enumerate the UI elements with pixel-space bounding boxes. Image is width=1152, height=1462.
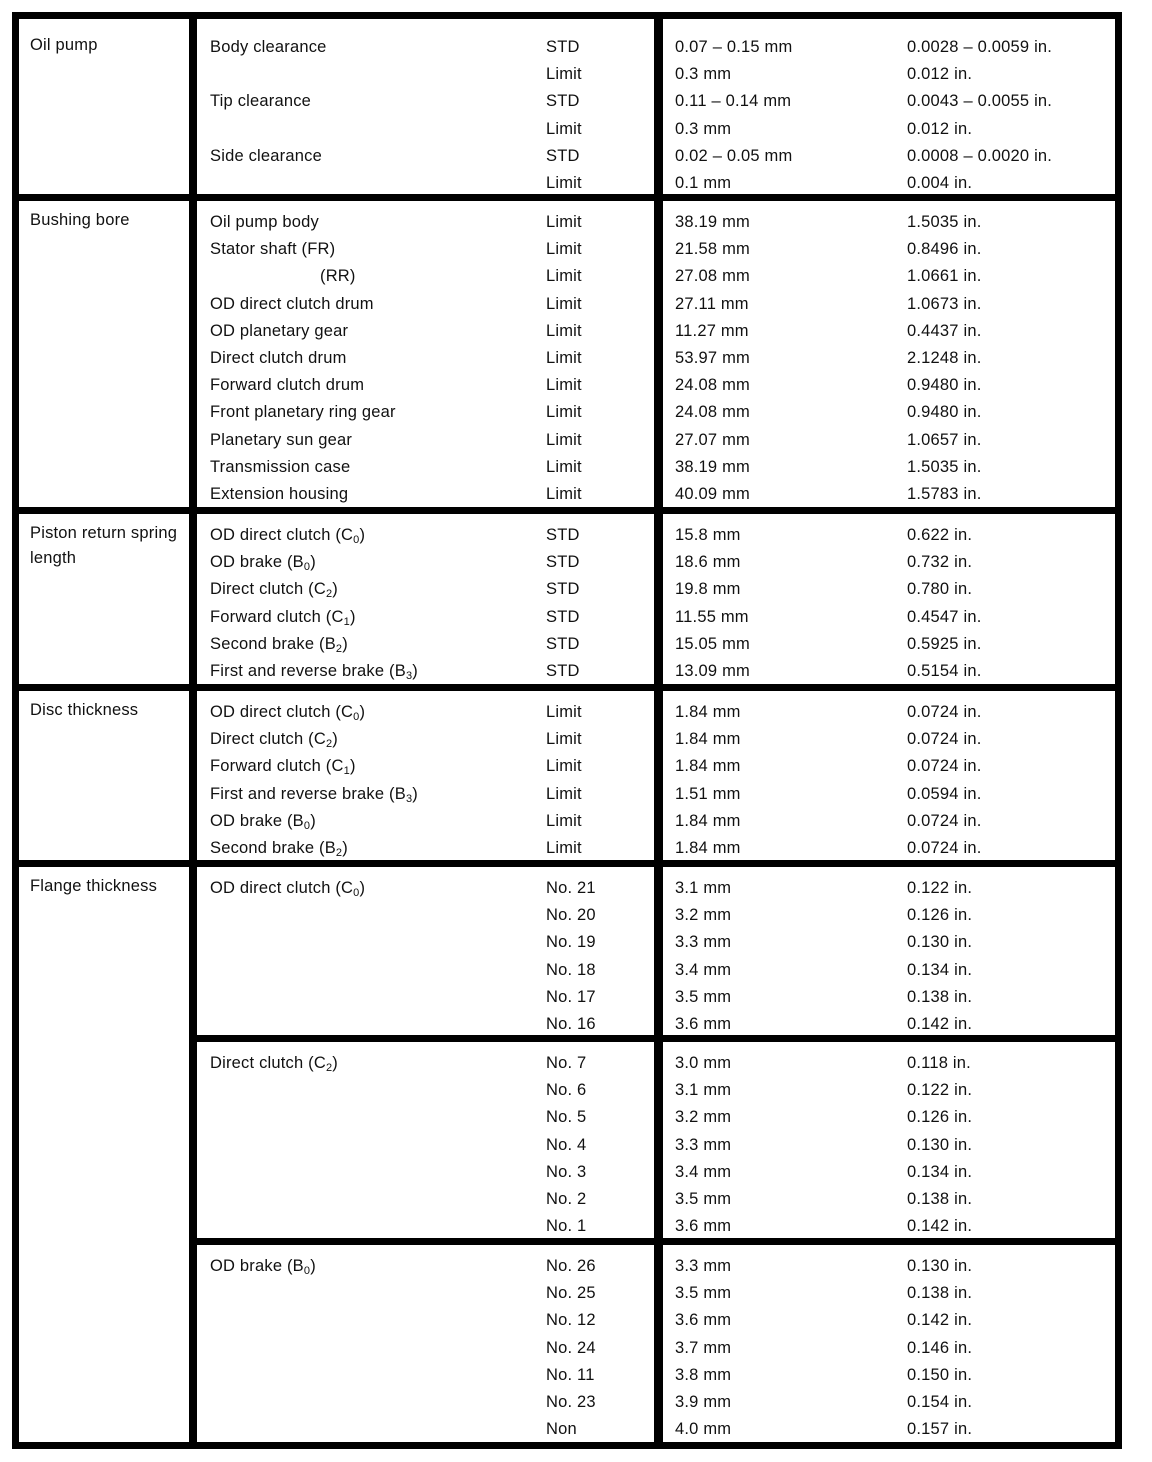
item-label bbox=[210, 37, 327, 57]
item-subscript: 2 bbox=[335, 642, 343, 655]
value-mm: 3.6 mm bbox=[675, 1217, 732, 1236]
item-label bbox=[210, 430, 352, 450]
condition-label: Limit bbox=[546, 119, 582, 138]
condition-label: Limit bbox=[546, 349, 582, 367]
value-mm: 3.5 mm bbox=[675, 1190, 732, 1208]
item-label bbox=[210, 375, 364, 395]
item-subscript: 2 bbox=[335, 847, 343, 859]
value-inch: 0.126 in. bbox=[907, 1108, 973, 1127]
item-label bbox=[210, 634, 348, 654]
value-mm: 1.84 mm bbox=[675, 811, 741, 830]
item-text-tail: ) bbox=[349, 607, 356, 626]
value-mm: 1.84 mm bbox=[675, 839, 741, 857]
item-text: Second brake (B bbox=[210, 839, 336, 857]
condition-label: Non bbox=[546, 1420, 577, 1439]
condition-label: No. 25 bbox=[546, 1284, 596, 1303]
item-text: Oil pump body bbox=[210, 213, 319, 231]
item-text-tail: ) bbox=[342, 839, 348, 857]
item-subscript: 0 bbox=[303, 819, 311, 832]
value-mm: 24.08 mm bbox=[675, 376, 750, 395]
value-inch: 0.130 in. bbox=[907, 933, 973, 952]
value-mm: 3.5 mm bbox=[675, 987, 732, 1006]
category-label: Piston return spring length bbox=[30, 524, 178, 567]
item-text: First and reverse brake (B bbox=[210, 662, 406, 680]
item-label bbox=[210, 321, 348, 341]
value-mm: 11.27 mm bbox=[675, 321, 749, 340]
condition-label: STD bbox=[546, 607, 580, 626]
condition-label: Limit bbox=[546, 839, 582, 857]
item-label bbox=[210, 239, 335, 259]
value-mm: 3.7 mm bbox=[675, 1338, 732, 1357]
value-inch: 0.138 in. bbox=[907, 1190, 973, 1208]
item-label bbox=[210, 146, 322, 166]
category-label: Oil pump bbox=[30, 36, 98, 54]
value-inch: 0.150 in. bbox=[907, 1365, 973, 1384]
value-mm: 0.02 – 0.05 mm bbox=[675, 146, 793, 165]
value-mm: 27.08 mm bbox=[675, 267, 750, 286]
value-inch: 2.1248 in. bbox=[907, 349, 982, 367]
value-inch: 0.9480 in. bbox=[907, 403, 982, 422]
column-divider-category bbox=[189, 19, 197, 1442]
item-text-tail: ) bbox=[310, 553, 316, 572]
value-inch: 0.012 in. bbox=[907, 65, 973, 84]
item-label bbox=[210, 457, 350, 477]
item-subscript: 0 bbox=[353, 887, 360, 899]
item-label bbox=[210, 212, 319, 232]
condition-label: Limit bbox=[546, 213, 582, 231]
category-label: Disc thickness bbox=[30, 701, 139, 719]
value-inch: 0.130 in. bbox=[907, 1135, 973, 1154]
value-inch: 0.138 in. bbox=[907, 1284, 973, 1303]
item-label bbox=[210, 294, 374, 314]
item-subscript: 1 bbox=[343, 615, 350, 628]
value-mm: 11.55 mm bbox=[675, 607, 749, 626]
value-inch: 0.732 in. bbox=[907, 553, 973, 572]
value-inch: 0.9480 in. bbox=[907, 376, 982, 395]
condition-label: Limit bbox=[546, 376, 582, 395]
condition-label: Limit bbox=[546, 174, 582, 192]
value-mm: 3.2 mm bbox=[675, 906, 732, 925]
value-inch: 0.142 in. bbox=[907, 1015, 973, 1033]
item-label bbox=[210, 729, 338, 749]
condition-label: Limit bbox=[546, 703, 582, 721]
item-text-tail: ) bbox=[342, 634, 348, 653]
category-label: Bushing bore bbox=[30, 211, 130, 229]
item-label bbox=[210, 91, 311, 111]
item-subscript: 3 bbox=[405, 670, 413, 682]
value-inch: 0.122 in. bbox=[907, 879, 973, 897]
condition-label: Limit bbox=[546, 730, 582, 749]
value-inch: 0.0724 in. bbox=[907, 839, 982, 857]
row-divider bbox=[19, 860, 1115, 867]
item-text: First and reverse brake (B bbox=[210, 784, 406, 803]
value-mm: 3.6 mm bbox=[675, 1311, 732, 1330]
value-mm: 27.07 mm bbox=[675, 430, 750, 449]
value-mm: 0.11 – 0.14 mm bbox=[675, 92, 792, 111]
value-mm: 19.8 mm bbox=[675, 580, 741, 599]
value-mm: 3.3 mm bbox=[675, 1257, 732, 1275]
condition-label: No. 4 bbox=[546, 1135, 587, 1154]
value-inch: 0.4547 in. bbox=[907, 607, 982, 626]
item-subscript: 0 bbox=[353, 534, 360, 546]
value-inch: 0.126 in. bbox=[907, 906, 973, 925]
condition-label: STD bbox=[546, 526, 580, 544]
value-inch: 0.0724 in. bbox=[907, 757, 982, 776]
condition-label: STD bbox=[546, 553, 580, 572]
value-mm: 3.6 mm bbox=[675, 1015, 732, 1033]
condition-label: No. 11 bbox=[546, 1365, 595, 1384]
condition-label: No. 26 bbox=[546, 1257, 596, 1275]
condition-label: Limit bbox=[546, 757, 582, 776]
item-label bbox=[210, 1256, 316, 1276]
value-inch: 0.4437 in. bbox=[907, 321, 982, 340]
value-inch: 0.142 in. bbox=[907, 1311, 973, 1330]
item-label bbox=[210, 784, 418, 804]
value-mm: 3.1 mm bbox=[675, 879, 732, 897]
value-inch: 1.0673 in. bbox=[907, 294, 982, 313]
item-text: Extension housing bbox=[210, 485, 349, 503]
item-text-tail: ) bbox=[412, 784, 418, 803]
item-label bbox=[210, 607, 356, 627]
item-text-tail: ) bbox=[412, 662, 418, 680]
item-subscript: 0 bbox=[353, 711, 360, 723]
item-text: Front planetary ring gear bbox=[210, 403, 396, 422]
item-label bbox=[320, 266, 356, 286]
column-divider-values bbox=[654, 19, 663, 1442]
item-text: Planetary sun gear bbox=[210, 430, 353, 449]
value-inch: 0.138 in. bbox=[907, 987, 973, 1006]
value-inch: 0.004 in. bbox=[907, 174, 973, 192]
value-mm: 0.07 – 0.15 mm bbox=[675, 38, 793, 56]
value-inch: 0.134 in. bbox=[907, 960, 973, 979]
value-inch: 0.012 in. bbox=[907, 119, 973, 138]
item-text: Direct clutch (C bbox=[210, 730, 326, 749]
value-inch: 0.5154 in. bbox=[907, 662, 982, 680]
value-mm: 0.1 mm bbox=[675, 174, 732, 192]
condition-label: STD bbox=[546, 634, 580, 653]
value-mm: 24.08 mm bbox=[675, 403, 750, 422]
value-inch: 1.5783 in. bbox=[907, 485, 982, 503]
value-inch: 0.146 in. bbox=[907, 1338, 973, 1357]
condition-label: STD bbox=[546, 92, 580, 111]
value-mm: 3.8 mm bbox=[675, 1365, 732, 1384]
item-label bbox=[210, 661, 418, 681]
value-inch: 0.622 in. bbox=[907, 526, 973, 544]
value-inch: 0.142 in. bbox=[907, 1217, 973, 1236]
value-inch: 0.157 in. bbox=[907, 1420, 973, 1439]
value-inch: 1.0661 in. bbox=[907, 267, 982, 286]
condition-label: STD bbox=[546, 146, 580, 165]
item-text: (RR) bbox=[320, 267, 356, 286]
item-text-tail: ) bbox=[332, 1054, 338, 1072]
value-mm: 1.84 mm bbox=[675, 730, 741, 749]
value-mm: 1.84 mm bbox=[675, 703, 741, 721]
condition-label: Limit bbox=[546, 65, 582, 84]
value-mm: 18.6 mm bbox=[675, 553, 741, 572]
row-divider bbox=[19, 507, 1115, 514]
value-mm: 3.0 mm bbox=[675, 1054, 732, 1072]
value-mm: 53.97 mm bbox=[675, 349, 750, 367]
condition-label: No. 21 bbox=[546, 879, 596, 897]
item-label bbox=[210, 756, 356, 776]
value-mm: 38.19 mm bbox=[675, 457, 750, 476]
value-mm: 21.58 mm bbox=[675, 240, 750, 259]
condition-label: No. 23 bbox=[546, 1393, 596, 1411]
item-subscript: 2 bbox=[325, 738, 333, 751]
value-inch: 0.134 in. bbox=[907, 1162, 973, 1181]
item-text-tail: ) bbox=[349, 757, 356, 776]
value-mm: 38.19 mm bbox=[675, 213, 750, 231]
value-mm: 3.1 mm bbox=[675, 1081, 732, 1100]
item-text: OD direct clutch (C bbox=[210, 703, 354, 721]
item-text-tail: ) bbox=[359, 526, 366, 544]
value-inch: 0.0724 in. bbox=[907, 730, 982, 749]
item-text: OD direct clutch (C bbox=[210, 879, 354, 897]
item-text: Tip clearance bbox=[210, 92, 312, 111]
value-inch: 0.154 in. bbox=[907, 1393, 973, 1411]
item-subscript: 3 bbox=[405, 792, 413, 805]
condition-label: STD bbox=[546, 580, 580, 599]
item-text: Direct clutch (C bbox=[210, 580, 326, 599]
value-inch: 0.122 in. bbox=[907, 1081, 973, 1100]
item-text: Forward clutch (C bbox=[210, 757, 344, 776]
item-text: Forward clutch (C bbox=[210, 607, 344, 626]
value-mm: 3.3 mm bbox=[675, 933, 732, 952]
value-inch: 0.0724 in. bbox=[907, 811, 982, 830]
condition-label: Limit bbox=[546, 267, 582, 286]
condition-label: Limit bbox=[546, 485, 582, 503]
condition-label: No. 19 bbox=[546, 933, 596, 952]
item-subscript: 2 bbox=[325, 1062, 333, 1074]
item-text-tail: ) bbox=[359, 703, 366, 721]
item-label bbox=[210, 552, 316, 572]
condition-label: STD bbox=[546, 38, 580, 56]
item-text: Second brake (B bbox=[210, 634, 336, 653]
row-divider bbox=[197, 1035, 1115, 1042]
value-mm: 3.4 mm bbox=[675, 960, 732, 979]
condition-label: No. 17 bbox=[546, 987, 596, 1006]
condition-label: Limit bbox=[546, 784, 582, 803]
value-mm: 15.8 mm bbox=[675, 526, 741, 544]
condition-label: No. 3 bbox=[546, 1162, 587, 1181]
item-text-tail: ) bbox=[359, 879, 366, 897]
item-text: OD planetary gear bbox=[210, 321, 349, 340]
value-inch: 0.118 in. bbox=[907, 1054, 971, 1072]
item-text: Body clearance bbox=[210, 38, 327, 56]
condition-label: Limit bbox=[546, 403, 582, 422]
item-label bbox=[210, 579, 338, 599]
item-text: Side clearance bbox=[210, 146, 322, 165]
value-mm: 4.0 mm bbox=[675, 1420, 732, 1439]
item-text: Direct clutch drum bbox=[210, 349, 347, 367]
value-mm: 3.9 mm bbox=[675, 1393, 732, 1411]
item-text: Direct clutch (C bbox=[210, 1054, 326, 1072]
item-text: OD brake (B bbox=[210, 553, 304, 572]
item-subscript: 1 bbox=[343, 765, 350, 778]
condition-label: Limit bbox=[546, 321, 582, 340]
condition-label: Limit bbox=[546, 457, 582, 476]
condition-label: Limit bbox=[546, 294, 582, 313]
value-inch: 1.0657 in. bbox=[907, 430, 982, 449]
item-label bbox=[210, 348, 347, 368]
row-divider bbox=[19, 684, 1115, 691]
item-text: OD direct clutch (C bbox=[210, 526, 354, 544]
value-mm: 0.3 mm bbox=[675, 119, 732, 138]
item-text: OD direct clutch drum bbox=[210, 294, 374, 313]
condition-label: No. 16 bbox=[546, 1015, 596, 1033]
value-inch: 1.5035 in. bbox=[907, 213, 982, 231]
item-text: Transmission case bbox=[210, 457, 351, 476]
value-mm: 13.09 mm bbox=[675, 662, 750, 680]
value-inch: 0.0594 in. bbox=[907, 784, 982, 803]
item-text-tail: ) bbox=[332, 730, 338, 749]
item-label bbox=[210, 811, 316, 831]
condition-label: No. 7 bbox=[546, 1054, 587, 1072]
value-inch: 1.5035 in. bbox=[907, 457, 982, 476]
item-text-tail: ) bbox=[310, 811, 316, 830]
value-mm: 3.5 mm bbox=[675, 1284, 732, 1303]
value-mm: 27.11 mm bbox=[675, 294, 749, 313]
condition-label: No. 18 bbox=[546, 960, 596, 979]
item-text: OD brake (B bbox=[210, 811, 304, 830]
value-mm: 15.05 mm bbox=[675, 634, 750, 653]
item-label bbox=[210, 1053, 338, 1073]
item-label bbox=[210, 702, 365, 722]
value-mm: 1.84 mm bbox=[675, 757, 741, 776]
value-mm: 40.09 mm bbox=[675, 485, 750, 503]
item-label bbox=[210, 484, 348, 504]
item-label bbox=[210, 838, 348, 858]
row-divider bbox=[19, 194, 1115, 201]
item-text: OD brake (B bbox=[210, 1257, 304, 1275]
item-subscript: 0 bbox=[303, 1265, 311, 1277]
value-inch: 0.0028 – 0.0059 in. bbox=[907, 38, 1053, 56]
value-inch: 0.130 in. bbox=[907, 1257, 973, 1275]
value-inch: 0.780 in. bbox=[907, 580, 973, 599]
item-subscript: 0 bbox=[303, 561, 311, 574]
item-label bbox=[210, 525, 365, 545]
value-mm: 3.3 mm bbox=[675, 1135, 732, 1154]
value-mm: 0.3 mm bbox=[675, 65, 732, 84]
condition-label: No. 5 bbox=[546, 1108, 587, 1127]
item-label bbox=[210, 402, 396, 422]
value-mm: 3.2 mm bbox=[675, 1108, 732, 1127]
item-text: Stator shaft (FR) bbox=[210, 240, 336, 259]
row-divider bbox=[197, 1238, 1115, 1245]
item-subscript: 2 bbox=[325, 588, 333, 601]
item-text-tail: ) bbox=[310, 1257, 316, 1275]
value-mm: 1.51 mm bbox=[675, 784, 741, 803]
condition-label: No. 1 bbox=[546, 1217, 587, 1236]
condition-label: No. 6 bbox=[546, 1081, 587, 1100]
value-inch: 0.5925 in. bbox=[907, 634, 982, 653]
condition-label: STD bbox=[546, 662, 580, 680]
condition-label: Limit bbox=[546, 240, 582, 259]
item-text: Forward clutch drum bbox=[210, 376, 365, 395]
value-inch: 0.0008 – 0.0020 in. bbox=[907, 146, 1053, 165]
condition-label: Limit bbox=[546, 430, 582, 449]
value-mm: 3.4 mm bbox=[675, 1162, 732, 1181]
item-text-tail: ) bbox=[332, 580, 338, 599]
condition-label: Limit bbox=[546, 811, 582, 830]
value-inch: 0.0724 in. bbox=[907, 703, 982, 721]
condition-label: No. 2 bbox=[546, 1190, 587, 1208]
item-label bbox=[210, 878, 365, 898]
category-label: Flange thickness bbox=[30, 877, 158, 895]
value-inch: 0.8496 in. bbox=[907, 240, 982, 259]
spec-table bbox=[12, 12, 1122, 1449]
condition-label: No. 12 bbox=[546, 1311, 596, 1330]
condition-label: No. 20 bbox=[546, 906, 596, 925]
condition-label: No. 24 bbox=[546, 1338, 596, 1357]
value-inch: 0.0043 – 0.0055 in. bbox=[907, 92, 1053, 111]
